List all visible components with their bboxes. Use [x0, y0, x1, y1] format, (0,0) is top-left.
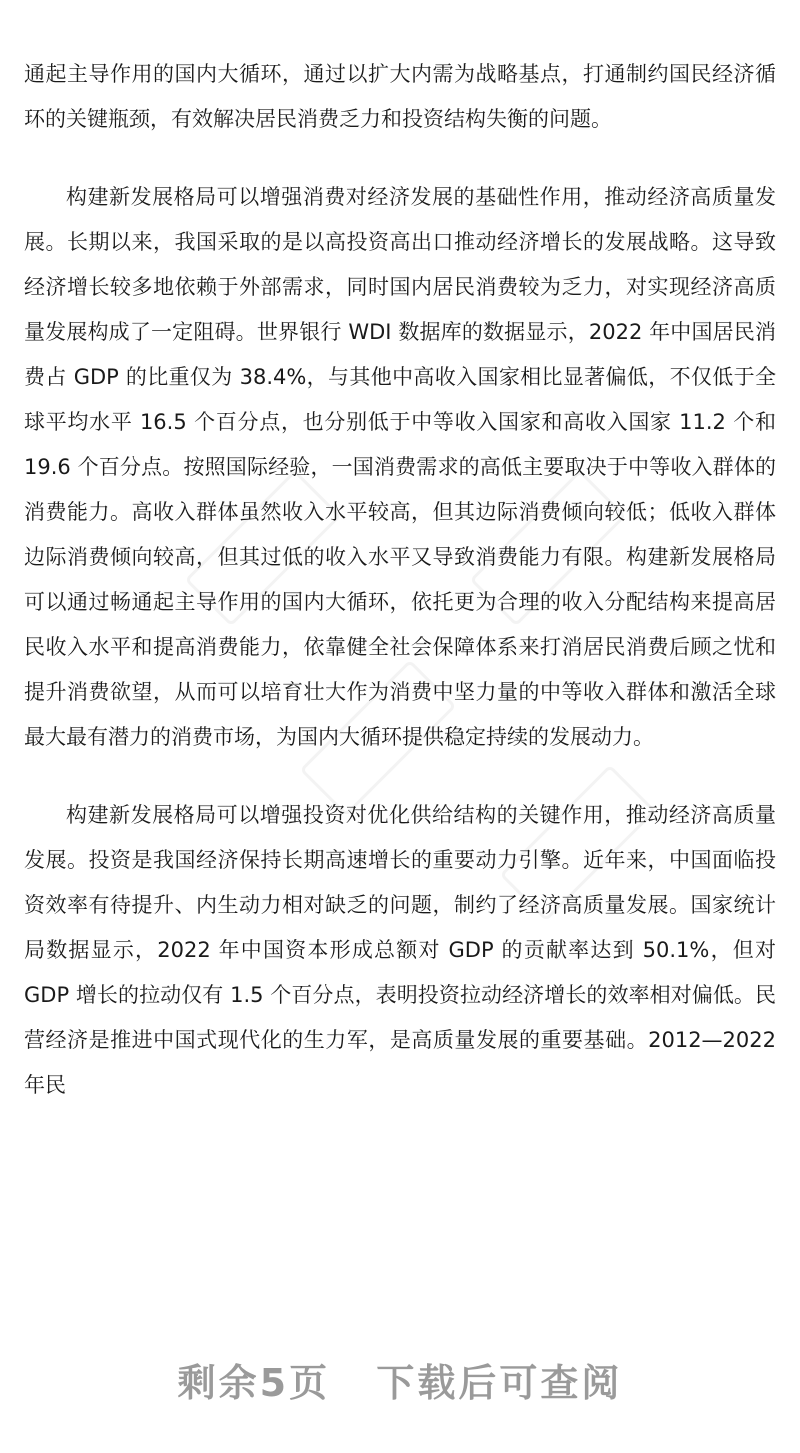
paragraph-continuation: 通起主导作用的国内大循环，通过以扩大内需为战略基点，打通制约国民经济循环的关键瓶颈，有效解决居民消费乏力和投资结构失衡的问题。: [24, 62, 776, 131]
remaining-pages-label: 剩余5页: [177, 1361, 331, 1405]
document-body: [24, 52, 776, 1141]
download-to-view-label: 下载后可查阅: [376, 1361, 623, 1405]
paragraph-consumption: 构建新发展格局可以增强消费对经济发展的基础性作用，推动经济高质量发展。长期以来，我国采取的是以高投资高出口推动经济增长的发展战略。这导致经济增长较多地依赖于外部需求，同时国内居民消费较为乏力，对实现经济高质量发展构成了一定阻碍。世界银行 WDI 数据库的数据显示，2022 年中国居民消费占 GDP 的比重仅为 38.4%，与其他中高收入国家相比显著偏低，不仅低于全球平均水平 16.5 个百分点，也分别低于中等收入国家和高收入国家 11.2 个和 19.6 个百分点。按照国际经验，一国消费需求的高低主要取决于中等收入群体的消费能力。高收入群体虽然收入水平较高，但其边际消费倾向较低；低收入群体边际消费倾向较高，但其过低的收入水平又导致消费能力有限。构建新发展格局可以通过畅通起主导作用的国内大循环，依托更为合理的收入分配结构来提高居民收入水平和提高消费能力，依靠健全社会保障体系来打消居民消费后顾之忧和提升消费欲望，从而可以培育壮大作为消费中坚力量的中等收入群体和激活全球最大最有潜力的消费市场，为国内大循环提供稳定持续的发展动力。: [24, 185, 776, 749]
paragraph-investment: 构建新发展格局可以增强投资对优化供给结构的关键作用，推动经济高质量发展。投资是我国经济保持长期高速增长的重要动力引擎。近年来，中国面临投资效率有待提升、内生动力相对缺乏的问题，制约了经济高质量发展。国家统计局数据显示，2022 年中国资本形成总额对 GDP 的贡献率达到 50.1%，但对 GDP 增长的拉动仅有 1.5 个百分点，表明投资拉动经济增长的效率相对偏低。民营经济是推进中国式现代化的生力军，是高质量发展的重要基础。2012—2022 年民: [24, 803, 776, 1097]
download-prompt[interactable]: [0, 1352, 800, 1407]
